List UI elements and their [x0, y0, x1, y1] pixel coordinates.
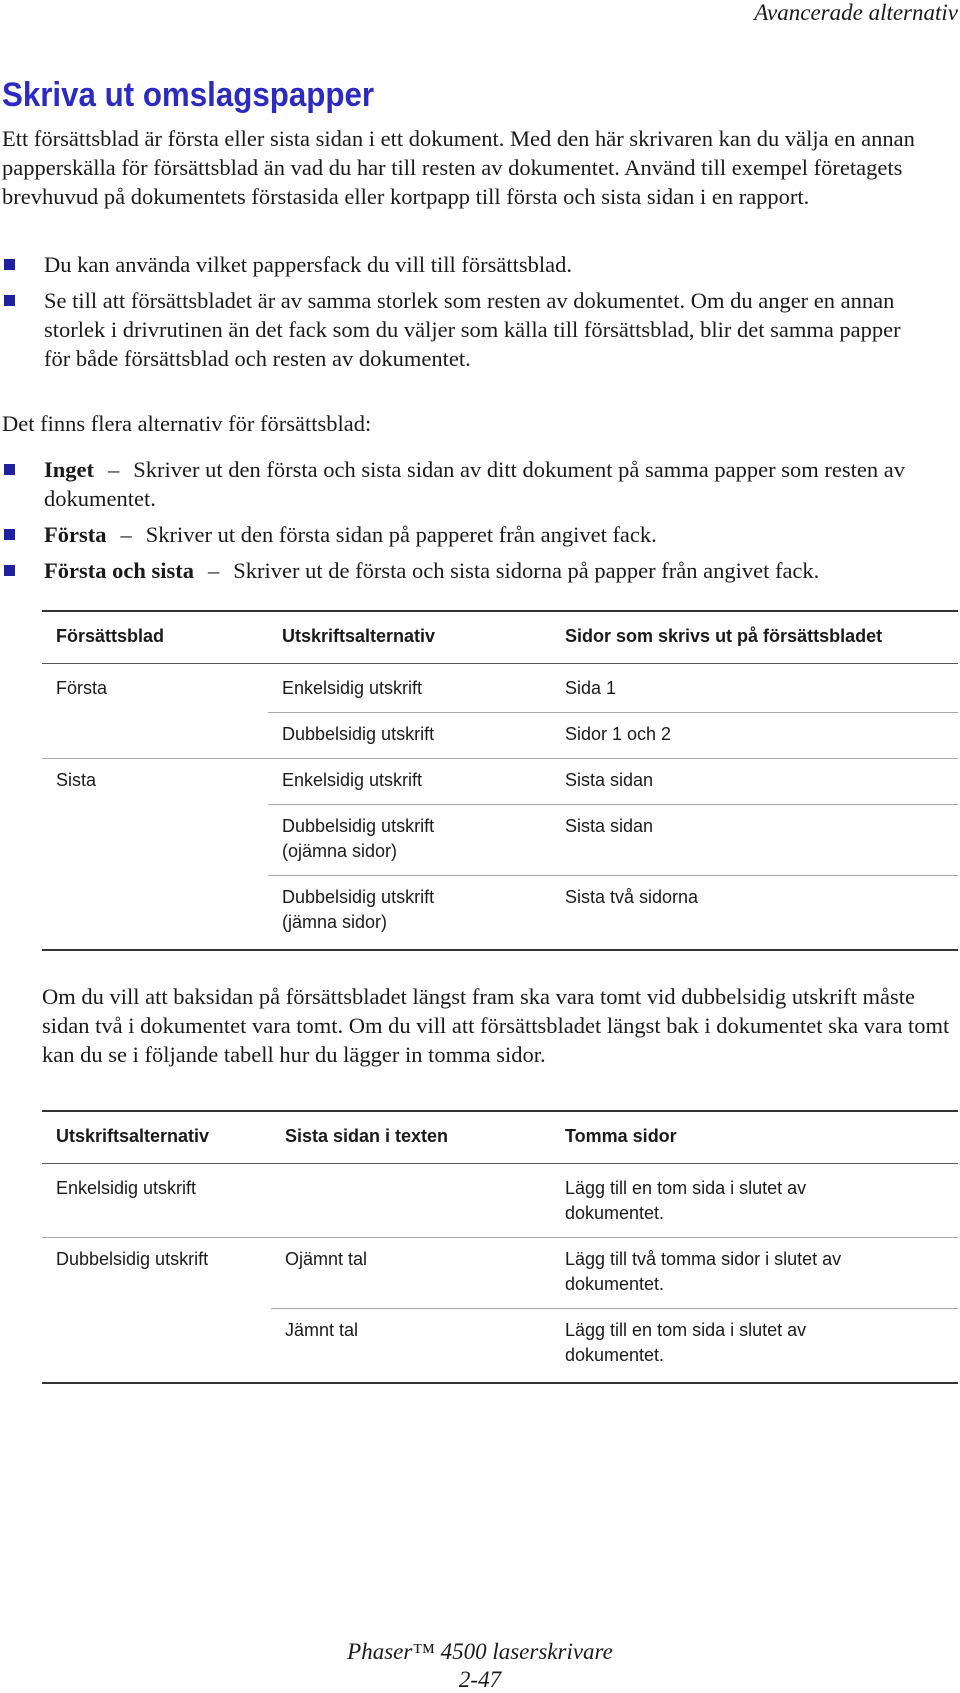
table-header-cell: Utskriftsalternativ: [268, 611, 551, 664]
table-header-row: [42, 1111, 958, 1164]
table-row: [42, 805, 958, 876]
list-item: Se till att försättsbladet är av samma storlek som resten av dokumentet. Om du anger en annan storlek i drivrutinen än det fack som du väljer som källa till försättsblad, blir det samma papper för både försättsblad och resten av dokumentet.: [2, 286, 922, 373]
table-cell: Dubbelsidig utskrift (ojämna sidor): [268, 805, 551, 876]
table-cell: Sista sidan: [551, 805, 958, 876]
cover-sheet-table: [42, 610, 958, 951]
square-bullet-icon: [4, 565, 15, 576]
blank-pages-table: [42, 1110, 958, 1384]
table-cell: [42, 1309, 271, 1384]
table-row: [42, 1238, 958, 1309]
table-cell: Sista två sidorna: [551, 876, 958, 951]
table-row: [42, 713, 958, 759]
square-bullet-icon: [4, 464, 15, 475]
table-cell: Sidor 1 och 2: [551, 713, 958, 759]
table-header-cell: Utskriftsalternativ: [42, 1111, 271, 1164]
blank-pages-paragraph: Om du vill att baksidan på försättsbladet längst fram ska vara tomt vid dubbelsidig utskrift måste sidan två i dokumentet vara tomt. Om du vill att försättsbladet längst bak i dokumentet ska vara tomt kan du se i följande tabell hur du lägger in tomma sidor.: [42, 984, 950, 1067]
table-cell: Sista sidan: [551, 759, 958, 805]
table-cell: Lägg till två tomma sidor i slutet av dokumentet.: [551, 1238, 958, 1309]
table-cell: Enkelsidig utskrift: [268, 759, 551, 805]
page-title: Skriva ut omslagspapper: [2, 76, 375, 114]
option-item-forsta: Första – Skriver ut den första sidan på papperet från angivet fack.: [2, 520, 922, 549]
table-header-cell: Tomma sidor: [551, 1111, 958, 1164]
table-cell: Lägg till en tom sida i slutet av dokumentet.: [551, 1309, 958, 1384]
table-cell: Dubbelsidig utskrift: [268, 713, 551, 759]
options-list: [2, 455, 922, 592]
table-header-row: [42, 611, 958, 664]
table-cell: Enkelsidig utskrift: [56, 1178, 197, 1198]
table-cell: [42, 876, 268, 951]
table-cell: Första: [56, 678, 108, 698]
options-intro: Det finns flera alternativ för försättsblad:: [2, 411, 372, 436]
list-item: Du kan använda vilket pappersfack du vill till försättsblad.: [2, 250, 922, 279]
table-header-cell: Sidor som skrivs ut på försättsbladet: [551, 611, 958, 664]
table-row: [42, 1309, 958, 1384]
table-cell: Sida 1: [565, 678, 617, 698]
square-bullet-icon: [4, 529, 15, 540]
table-cell: [271, 1164, 551, 1238]
table-row: [42, 876, 958, 951]
table-row: [42, 759, 958, 805]
intro-paragraph: Ett försättsblad är första eller sista sidan i ett dokument. Med den här skrivaren kan du välja en annan papperskälla för försättsblad än vad du har till resten av dokumentet. Använd till exempel företagets brevhuvud på dokumentets förstasida eller kortpapp till första och sista sidan i en rapport.: [2, 126, 915, 209]
table-cell: Ojämnt tal: [271, 1238, 551, 1309]
square-bullet-icon: [4, 259, 15, 270]
table-row: [42, 1164, 958, 1238]
option-item-forsta-och-sista: Första och sista – Skriver ut de första och sista sidorna på papper från angivet fack.: [2, 556, 922, 585]
table-cell: Jämnt tal: [271, 1309, 551, 1384]
info-bullet-list: [2, 250, 922, 380]
footer-product: Phaser™ 4500 laserskrivare: [347, 1639, 613, 1664]
table-cell: Dubbelsidig utskrift: [42, 1238, 271, 1309]
table-header-cell: Försättsblad: [42, 611, 268, 664]
footer-page-number: 2-47: [458, 1667, 502, 1692]
table-cell: [42, 713, 268, 759]
table-cell: [42, 805, 268, 876]
running-header: Avancerade alternativ: [754, 0, 958, 25]
table-cell: Enkelsidig utskrift: [282, 678, 423, 698]
table-header-cell: Sista sidan i texten: [271, 1111, 551, 1164]
table-row: [42, 664, 958, 713]
table-cell: Sista: [42, 759, 268, 805]
table-cell: Dubbelsidig utskrift (jämna sidor): [268, 876, 551, 951]
table-cell: Lägg till en tom sida i slutet av dokumentet.: [565, 1178, 807, 1223]
option-item-inget: Inget – Skriver ut den första och sista sidan av ditt dokument på samma papper som resten av dokumentet.: [2, 455, 922, 513]
square-bullet-icon: [4, 295, 15, 306]
